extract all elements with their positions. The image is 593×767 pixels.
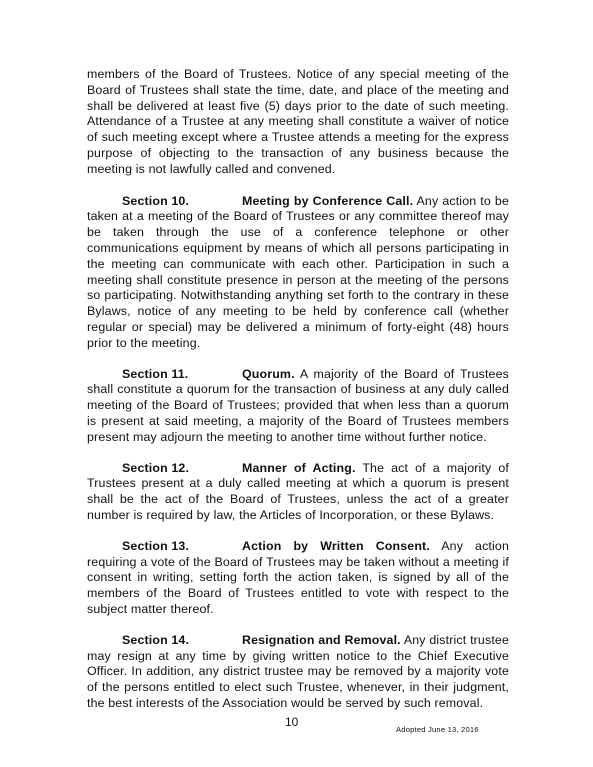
section-text: Any district trustee may resign at any time by giving written notice to the Chief Executive Officer. In addition, any district trustee may be removed by a majority vote of the persons entitled to elect such Trustee, whenever, in their judgment, the best interests of the Association would be served by such removal. (87, 632, 509, 710)
section-11-paragraph (87, 367, 509, 446)
section-10-paragraph (87, 194, 509, 352)
section-text: The act of a majority of Trustees present at a duly called meeting at which a quorum is present shall be the act of the Board of Trustees, unless the act of a greater number is required by law, the Articles of Incorporation, or these Bylaws. (87, 460, 509, 522)
section-title: Quorum. (242, 366, 295, 381)
section-12-paragraph (87, 461, 509, 524)
section-number: Section 10. (122, 193, 190, 208)
section-number: Section 13. (122, 538, 190, 553)
section-number: Section 14. (122, 632, 190, 647)
section-text: A majority of the Board of Trustees shall constitute a quorum for the transaction of business at any duly called meeting of the Board of Trustees; provided that when less than a quorum is present at said meeting, a majority of the Board of Trustees members present may adjourn the meeting to another time without further notice. (87, 366, 509, 444)
intro-paragraph: members of the Board of Trustees. Notice of any special meeting of the Board of Trustees shall state the time, date, and place of the meeting and shall be delivered at least five (5) days prior to the date of such meeting. Attendance of a Trustee at any meeting shall constitute a waiver of notice of such meeting except where a Trustee attends a meeting for the express purpose of objecting to the transaction of any business because the meeting is not lawfully called and convened. (87, 67, 509, 176)
section-title: Resignation and Removal. (242, 632, 401, 647)
section-text: Any action to be taken at a meeting of the Board of Trustees or any committee thereof may be taken through the use of a conference telephone or other communications equipment by means of which all persons participating in the meeting can communicate with each other. Participation in such a meeting shall constitute presence in person at the meeting of the persons so participating. Notwithstanding anything set forth to the contrary in these Bylaws, notice of any meeting to be held by conference call (whether regular or special) may be delivered a minimum of forty-eight (48) hours prior to the meeting. (87, 193, 509, 350)
section-title: Manner of Acting. (242, 460, 356, 475)
adopted-date-footer: Adopted June 13, 2016 (396, 725, 479, 734)
section-text: Any action requiring a vote of the Board of Trustees may be taken without a meeting if consent in writing, setting forth the action taken, is signed by all of the members of the Board of Trustees entitled to vote with respect to the subject matter thereof. (87, 538, 510, 616)
section-title: Action by Written Consent. (242, 538, 430, 553)
page-number: 10 (285, 715, 299, 729)
section-14-paragraph (87, 633, 509, 712)
body-text (87, 67, 509, 727)
section-number: Section 11. (122, 366, 189, 381)
section-number: Section 12. (122, 460, 190, 475)
section-13-paragraph (87, 539, 509, 618)
section-title: Meeting by Conference Call. (242, 193, 414, 208)
